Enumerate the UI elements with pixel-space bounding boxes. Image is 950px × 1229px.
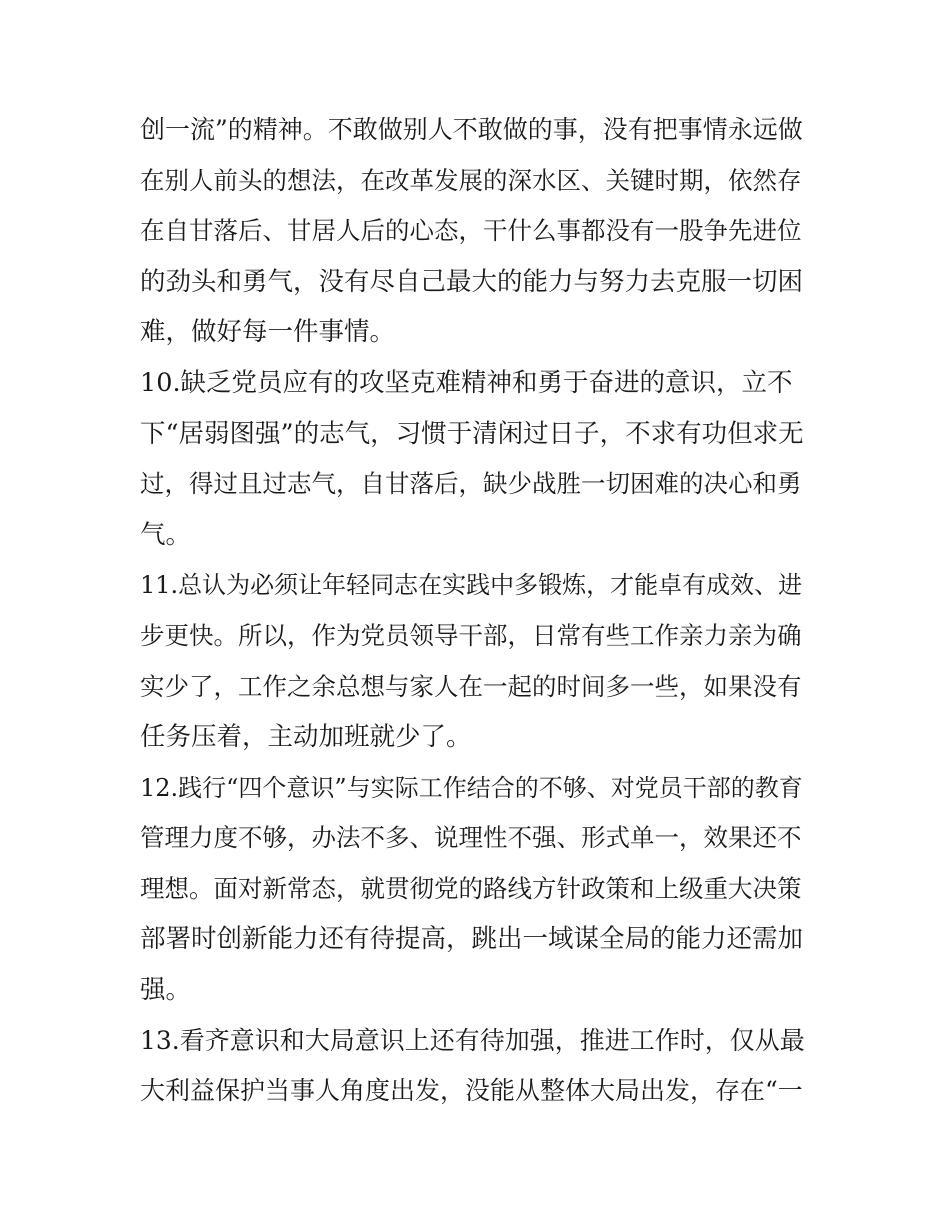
text-line: 部署时创新能力还有待提高，跳出一域谋全局的能力还需加	[140, 924, 804, 954]
text-line: 实少了，工作之余总想与家人在一起的时间多一些，如果没有	[140, 672, 802, 701]
text-line: 大利益保护当事人角度出发，没能从整体大局出发，存在“一	[140, 1076, 803, 1105]
text-line: 管理力度不够，办法不多、说理性不强、形式单一，效果还不	[140, 823, 802, 852]
text-line: 12.践行“四个意识”与实际工作结合的不够、对党员干部的教育	[140, 774, 803, 802]
text-line: 步更快。所以，作为党员领导干部，日常有些工作亲力亲为确	[140, 621, 802, 650]
text-line: 难，做好每一件事情。	[140, 317, 396, 347]
text-line: 强。	[140, 975, 192, 1005]
text-line: 过，得过且过志气，自甘落后，缺少战胜一切困难的决心和勇	[140, 469, 802, 498]
text-line: 在自甘落后、甘居人后的心态，干什么事都没有一股争先进位	[140, 216, 802, 245]
text-line: 理想。面对新常态，就贯彻党的路线方针政策和上级重大决策	[140, 874, 802, 903]
text-line: 11.总认为必须让年轻同志在实践中多锻炼，才能卓有成效、进	[140, 571, 803, 599]
text-line: 10.缺乏党员应有的攻坚克难精神和勇于奋进的意识，立不	[140, 368, 793, 398]
text-line: 创一流”的精神。不敢做别人不敢做的事，没有把事情永远做	[140, 115, 803, 144]
text-line: 下“居弱图强”的志气，习惯于清闲过日子，不求有功但求无	[140, 419, 804, 449]
text-line: 任务压着，主动加班就少了。	[140, 722, 472, 752]
text-line: 的劲头和勇气，没有尽自己最大的能力与努力去克服一切困	[140, 267, 804, 297]
text-line: 气。	[140, 520, 192, 550]
text-line: 13.看齐意识和大局意识上还有待加强，推进工作时，仅从最	[140, 1026, 805, 1055]
text-line: 在别人前头的想法，在改革发展的深水区、关键时期，依然存	[140, 166, 802, 195]
